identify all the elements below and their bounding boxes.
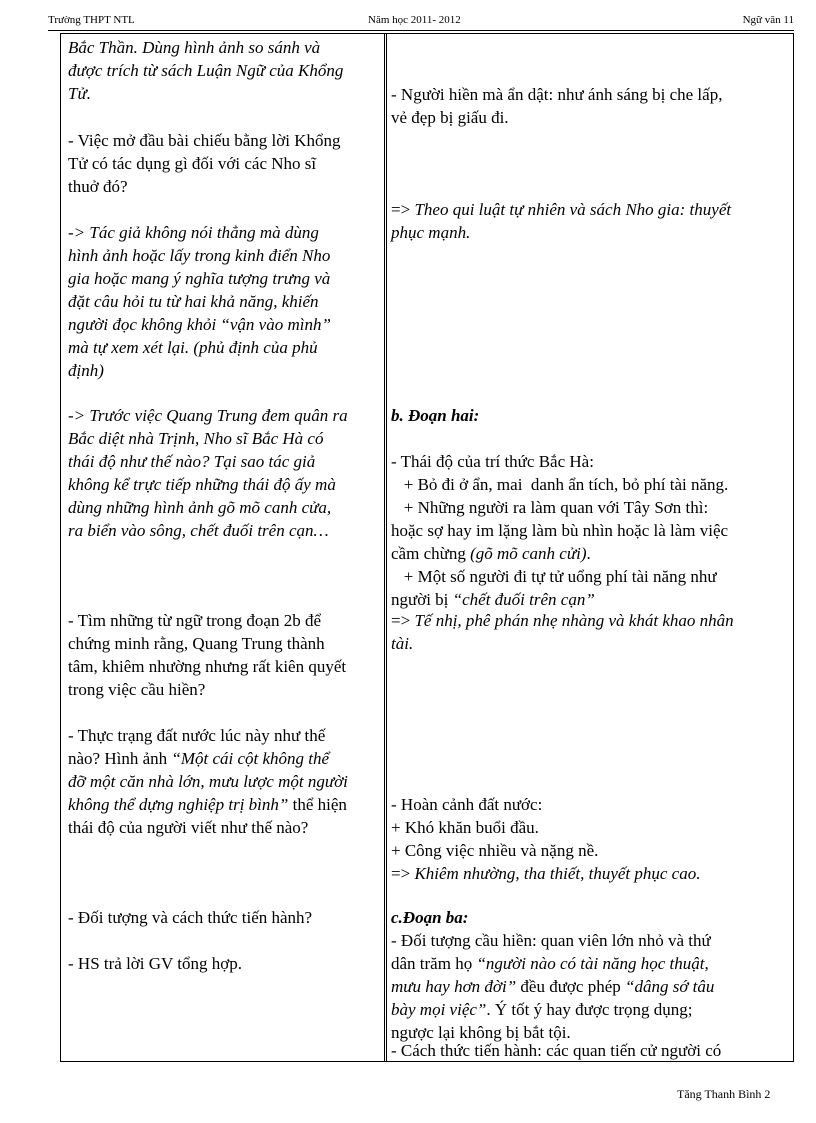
left-line: được trích từ sách Luận Ngữ của Khổng (68, 61, 344, 80)
answer-line: hình ảnh hoặc lấy trong kinh điển Nho (68, 246, 331, 265)
left-line: Bắc Thần. Dùng hình ảnh so sánh và (68, 38, 321, 57)
question-line: -> Trước việc Quang Trung đem quân ra (68, 406, 348, 425)
quote-run: “Một cái cột không thể (171, 749, 330, 768)
right-line: + Một số người đi tự tử uổng phí tài năng như (391, 567, 717, 586)
question-line: - Thực trạng đất nước lúc này như thế (68, 726, 326, 745)
right-line: - Người hiền mà ẩn dật: như ánh sáng bị che lấp, (391, 85, 723, 104)
header-year: Năm học 2011- 2012 (368, 14, 461, 26)
right-line: + Công việc nhiều và nặng nề. (391, 841, 599, 860)
text-run: dân trăm họ (391, 954, 477, 973)
question-line: không kể trực tiếp những thái độ ấy mà (68, 475, 336, 494)
text-run: cầm chừng (391, 544, 471, 563)
text-run: . (586, 544, 591, 563)
quote-run: “người nào có tài năng học thuật, (476, 954, 709, 973)
text-run: Theo qui luật tự nhiên và sách Nho gia: thuyết (414, 200, 732, 219)
answer-line: đặt câu hỏi tu từ hai khả năng, khiến (68, 292, 319, 311)
question-line: - Tìm những từ ngữ trong đoạn 2b để (68, 611, 322, 630)
right-line (391, 542, 591, 565)
header-subject: Ngữ văn 11 (742, 14, 794, 26)
arrow-run: => (391, 611, 415, 630)
section-heading: b. Đoạn hai: (391, 406, 480, 425)
text-run: thể hiện (288, 795, 347, 814)
question-line: Bắc diệt nhà Trịnh, Nho sĩ Bắc Hà có (68, 429, 324, 448)
right-line: - Cách thức tiến hành: các quan tiến cử người có (391, 1041, 722, 1060)
right-line: + Bỏ đi ở ẩn, mai danh ẩn tích, bỏ phí tài năng. (391, 475, 729, 494)
text-run: . Ý tốt ý hay được trọng dụng; (486, 1000, 693, 1019)
answer-line: định) (68, 361, 104, 380)
arrow-run: => (391, 200, 415, 219)
column-divider (384, 34, 387, 1061)
quote-run: (gõ mõ canh cửi) (470, 544, 587, 563)
question-line: ra biển vào sông, chết đuối trên cạn… (68, 521, 329, 540)
right-line (391, 198, 731, 221)
right-line (391, 975, 714, 998)
section-heading: c.Đoạn ba: (391, 908, 469, 927)
question-line: thái độ của người viết như thế nào? (68, 818, 309, 837)
page-footer: Tăng Thanh Bình 2 (677, 1087, 771, 1101)
question-line: chứng minh rằng, Quang Trung thành (68, 634, 325, 653)
right-line (391, 952, 709, 975)
question-line: - Đối tượng và cách thức tiến hành? (68, 908, 313, 927)
text-run: Khiêm nhường, tha thiết, thuyết phục cao. (414, 864, 701, 883)
right-line: ngược lại không bị bắt tội. (391, 1023, 571, 1042)
header-school: Trường THPT NTL (48, 14, 135, 26)
right-line: - Thái độ của trí thức Bắc Hà: (391, 452, 594, 471)
right-line (391, 609, 734, 632)
right-line: tài. (391, 634, 414, 653)
page-header (48, 12, 794, 31)
question-line: dùng những hình ảnh gõ mõ canh cửa, (68, 498, 332, 517)
right-line: phục mạnh. (391, 223, 471, 242)
text-run: nào? Hình ảnh (68, 749, 172, 768)
question-line: - Việc mở đầu bài chiếu bằng lời Khổng (68, 131, 341, 150)
arrow-run: => (391, 864, 415, 883)
quote-run: mưu hay hơn đời” (391, 977, 517, 996)
question-line: thuở đó? (68, 177, 128, 196)
right-line: + Khó khăn buổi đầu. (391, 818, 539, 837)
question-line: tâm, khiêm nhường nhưng rất kiên quyết (68, 657, 347, 676)
right-line: vẻ đẹp bị giấu đi. (391, 108, 509, 127)
question-line: trong việc cầu hiền? (68, 680, 206, 699)
answer-line: người đọc không khỏi “vận vào mình” (68, 315, 331, 334)
right-line: - Hoàn cảnh đất nước: (391, 795, 543, 814)
text-run: người bị (391, 590, 453, 609)
answer-line: gia hoặc mang ý nghĩa tượng trưng và (68, 269, 331, 288)
right-line: + Những người ra làm quan với Tây Sơn thì: (391, 498, 709, 517)
answer-line: -> Tác giả không nói thẳng mà dùng (68, 223, 319, 242)
right-line (391, 998, 692, 1021)
lesson-table (60, 33, 794, 1062)
answer-line: mà tự xem xét lại. (phủ định của phủ (68, 338, 318, 357)
right-line (391, 588, 595, 611)
right-line (391, 862, 700, 885)
text-run: Tế nhị, phê phán nhẹ nhàng và khát khao nhân (414, 611, 734, 630)
question-line (68, 793, 347, 816)
quote-run: “dâng sớ tâu (625, 977, 715, 996)
text-run: đều được phép (516, 977, 626, 996)
question-line: đỡ một căn nhà lớn, mưu lược một người (68, 772, 348, 791)
question-line: - HS trả lời GV tổng hợp. (68, 954, 242, 973)
left-line: Tử. (68, 84, 91, 103)
quote-run: “chết đuối trên cạn” (452, 590, 595, 609)
right-line: hoặc sợ hay im lặng làm bù nhìn hoặc là làm việc (391, 521, 729, 540)
question-line (68, 747, 329, 770)
quote-run: bày mọi việc” (391, 1000, 487, 1019)
quote-run: không thể dựng nghiệp trị bình” (68, 795, 289, 814)
question-line: thái độ như thế nào? Tại sao tác giả (68, 452, 316, 471)
question-line: Tử có tác dụng gì đối với các Nho sĩ (68, 154, 317, 173)
right-line: - Đối tượng cầu hiền: quan viên lớn nhỏ và thứ (391, 931, 711, 950)
